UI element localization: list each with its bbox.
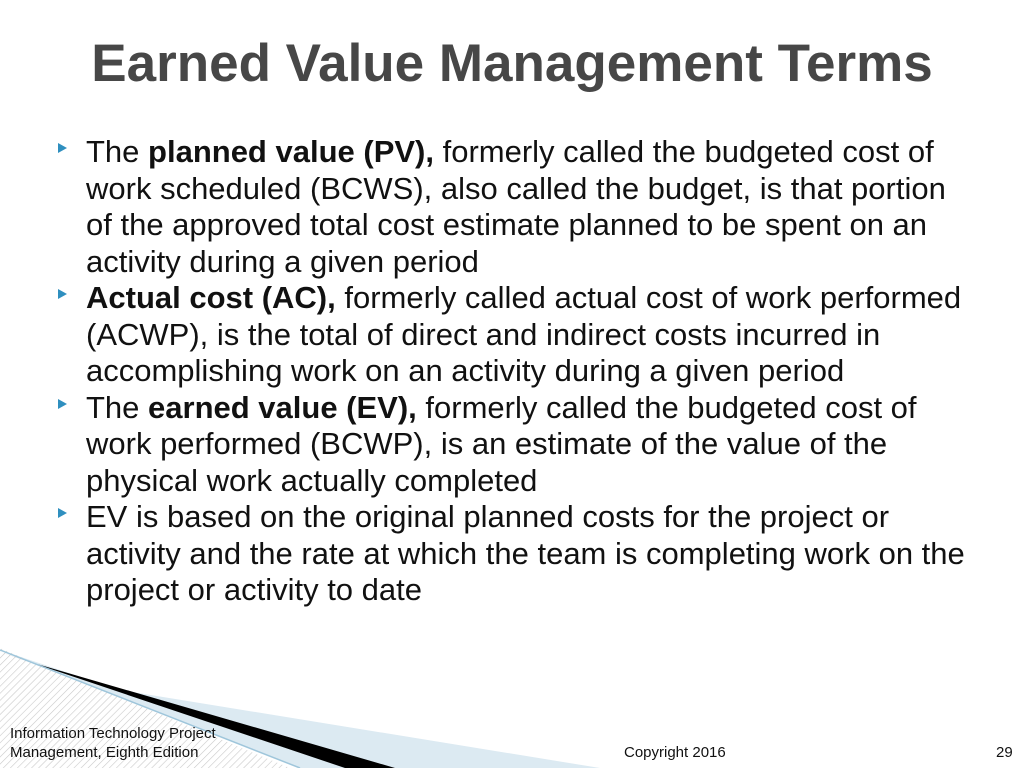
triangle-bullet-icon (58, 143, 67, 153)
bullet-earned-value: The earned value (EV), formerly called the budgeted cost of work performed (BCWP), is an estimate of the value of the physical work actually completed (58, 390, 978, 500)
term-earned-value: earned value (EV), (148, 389, 417, 425)
bullet-actual-cost: Actual cost (AC), formerly called actual cost of work performed (ACWP), is the total of direct and indirect costs incurred in accomplishing work on an activity during a given period (58, 280, 978, 390)
triangle-bullet-icon (58, 508, 67, 518)
footer-source-line2: Management, Eighth Edition (10, 744, 199, 761)
slide-title: Earned Value Management Terms (91, 34, 933, 93)
footer-copyright: Copyright 2016 (624, 744, 726, 761)
triangle-bullet-icon (58, 399, 67, 409)
bullet-list (58, 134, 978, 609)
slide-number: 29 (996, 744, 1013, 761)
footer-source-line1: Information Technology Project (10, 725, 216, 742)
bullet-ev-basis: EV is based on the original planned costs for the project or activity and the rate at which the team is completing work on the project or activity to date (58, 499, 978, 609)
bullet-planned-value: The planned value (PV), formerly called the budgeted cost of work scheduled (BCWS), also called the budget, is that portion of the approved total cost estimate planned to be spent on an activity during a given period (58, 134, 978, 280)
term-actual-cost: Actual cost (AC), (86, 280, 336, 315)
term-planned-value: planned value (PV), (148, 134, 434, 169)
triangle-bullet-icon (58, 289, 67, 299)
footer-source (10, 724, 216, 762)
